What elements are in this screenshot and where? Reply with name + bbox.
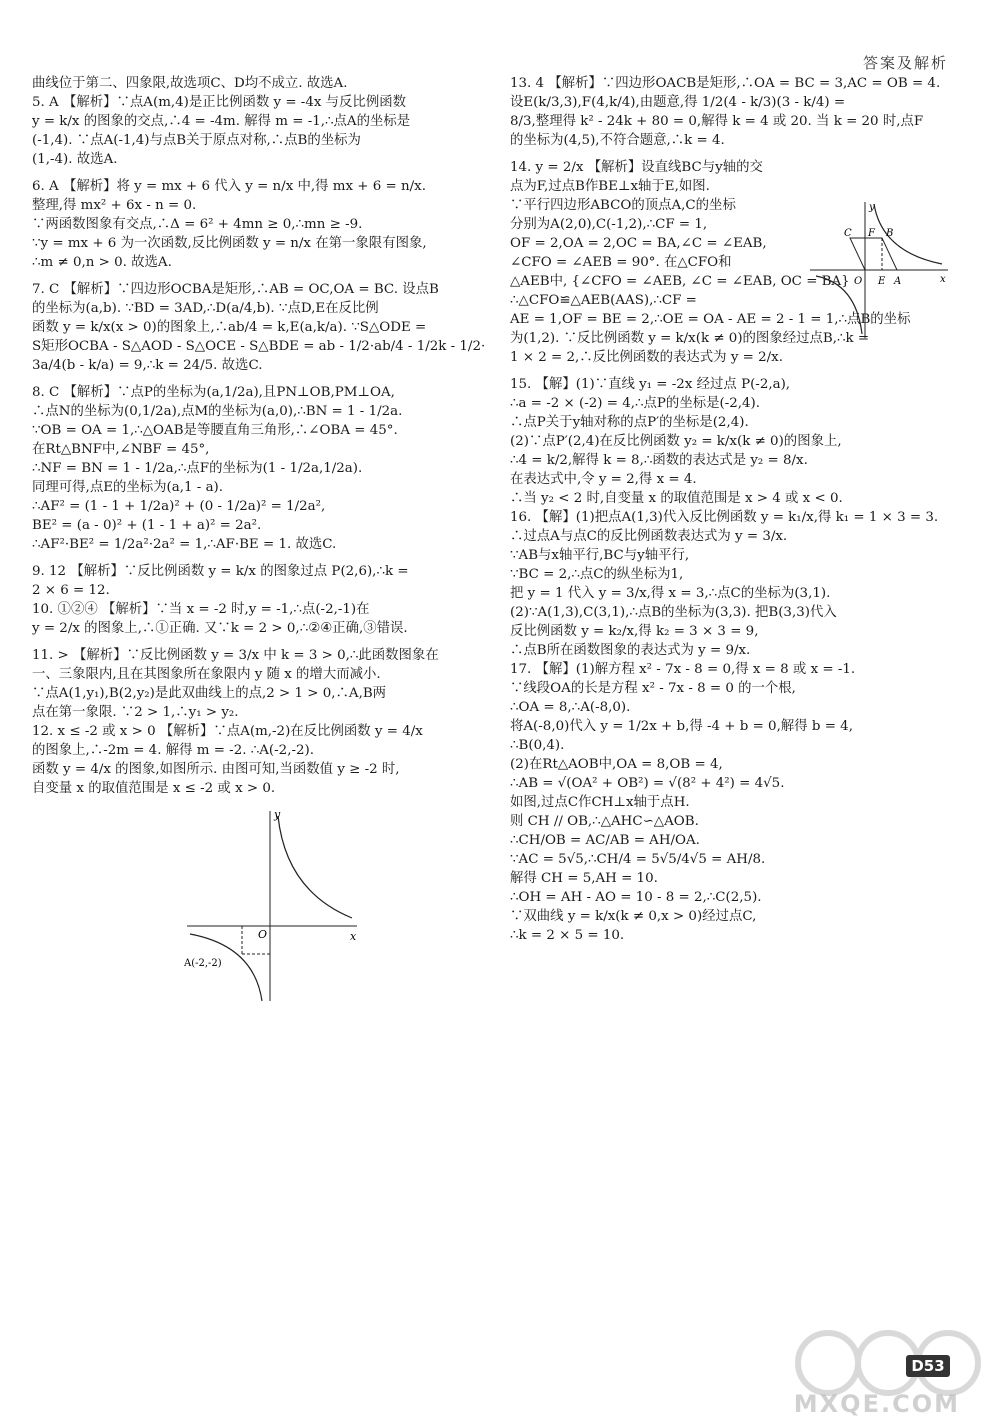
left-line: ∴点N的坐标为(0,1/2a),点M的坐标为(a,0),∴BN = 1 - 1/2a.: [32, 404, 403, 419]
right-line: 17. 【解】(1)解方程 x² - 7x - 8 = 0,得 x = 8 或 x = -1.: [510, 662, 856, 677]
label-b: B: [886, 228, 894, 239]
right-line: 把 y = 1 代入 y = 3/x,得 x = 3,∴点C的坐标为(3,1).: [510, 586, 831, 601]
left-line: ∴m ≠ 0,n > 0. 故选A.: [32, 255, 172, 270]
right-line: ∠CFO = ∠AEB = 90°. 在△CFO和: [510, 255, 732, 270]
right-line: ∴CH/OB = AC/AB = AH/OA.: [510, 833, 700, 848]
label-a: A: [894, 276, 902, 287]
left-column: [32, 74, 484, 1010]
q12-hyperbola-figure: [182, 806, 362, 1006]
left-line: [32, 554, 484, 562]
right-line: ∵AB与x轴平行,BC与y轴平行,: [510, 548, 690, 563]
q14-parallelogram-figure: [810, 200, 950, 340]
left-line: 11. > 【解析】∵反比例函数 y = 3/x 中 k = 3 > 0,∴此函数图象在: [32, 648, 439, 663]
left-line: 7. C 【解析】∵四边形OCBA是矩形,∴AB = OC,OA = BC. 设点B: [32, 282, 439, 297]
left-line: 3a/4(b - k/a) = 9,∴k = 24/5. 故选C.: [32, 358, 263, 373]
right-line: (2)∵A(1,3),C(3,1),∴点B的坐标为(3,3). 把B(3,3)代入: [510, 605, 837, 620]
left-line: BE² = (a - 0)² + (1 - 1 + a)² = 2a².: [32, 518, 262, 533]
y-axis-label: y: [274, 808, 281, 821]
right-line: 为(1,2). ∵反比例函数 y = k/x(k ≠ 0)的图象经过点B,∴k =: [510, 331, 870, 346]
left-line: 函数 y = 4/x 的图象,如图所示. 由图可知,当函数值 y ≥ -2 时,: [32, 762, 400, 777]
left-line: 自变量 x 的取值范围是 x ≤ -2 或 x > 0.: [32, 781, 276, 796]
origin-label: O: [258, 928, 268, 941]
right-line: ∴当 y₂ < 2 时,自变量 x 的取值范围是 x > 4 或 x < 0.: [510, 491, 843, 506]
right-line: ∵线段OA的长是方程 x² - 7x - 8 = 0 的一个根,: [510, 681, 796, 696]
left-line: [32, 169, 484, 177]
left-line: ∴AF² = (1 - 1 + 1/2a)² + (0 - 1/2a)² = 1/2a²,: [32, 499, 326, 514]
label-o: O: [854, 276, 863, 287]
x-axis-label: x: [350, 930, 357, 943]
left-line: ∵两函数图象有交点,∴Δ = 6² + 4mn ≥ 0,∴mn ≥ -9.: [32, 217, 363, 232]
right-line: 在表达式中,令 y = 2,得 x = 4.: [510, 472, 697, 487]
left-line: (1,-4). 故选A.: [32, 152, 118, 167]
left-line: 9. 12 【解析】∵反比例函数 y = k/x 的图象过点 P(2,6),∴k =: [32, 564, 409, 579]
left-line: 曲线位于第二、四象限,故选项C、D均不成立. 故选A.: [32, 76, 348, 91]
left-line: ∵y = mx + 6 为一次函数,反比例函数 y = n/x 在第一象限有图象,: [32, 236, 427, 251]
left-line: 10. ①②④ 【解析】∵当 x = -2 时,y = -1,∴点(-2,-1)在: [32, 602, 370, 617]
right-line: ∴OH = AH - AO = 10 - 8 = 2,∴C(2,5).: [510, 890, 762, 905]
label-e: E: [878, 276, 886, 287]
left-line: y = 2/x 的图象上,∴①正确. 又∵k = 2 > 0,∴②④正确,③错误.: [32, 621, 408, 636]
left-line: ∵点A(1,y₁),B(2,y₂)是此双曲线上的点,2 > 1 > 0,∴A,B两: [32, 686, 387, 701]
right-line: 设E(k/3,3),F(4,k/4),由题意,得 1/2(4 - k/3)(3 - k/4) =: [510, 95, 846, 110]
left-line: 函数 y = k/x(x > 0)的图象上,∴ab/4 = k,E(a,k/a). ∵S△ODE =: [32, 320, 427, 335]
parallelogram-abco: [850, 238, 897, 270]
right-line: 15. 【解】(1)∵直线 y₁ = -2x 经过点 P(-2,a),: [510, 377, 791, 392]
right-line: 将A(-8,0)代入 y = 1/2x + b,得 -4 + b = 0,解得 b = 4,: [510, 719, 853, 734]
right-line: 解得 CH = 5,AH = 10.: [510, 871, 658, 886]
y-axis-label: y: [869, 202, 875, 213]
hyperbola-branch-q1: [874, 204, 942, 264]
left-line: (-1,4). ∵点A(-1,4)与点B关于原点对称,∴点B的坐标为: [32, 133, 361, 148]
left-line: [32, 375, 484, 383]
left-line: 整理,得 mx² + 6x - n = 0.: [32, 198, 197, 213]
right-line: (2)在Rt△AOB中,OA = 8,OB = 4,: [510, 757, 723, 772]
left-line: ∴NF = BN = 1 - 1/2a,∴点F的坐标为(1 - 1/2a,1/2a).: [32, 461, 363, 476]
right-line: ∴B(0,4).: [510, 738, 565, 753]
right-line: ∴OA = 8,∴A(-8,0).: [510, 700, 631, 715]
watermark-url: MXQE.COM: [793, 1390, 960, 1418]
right-line: △AEB中, {∠CFO = ∠AEB, ∠C = ∠EAB, OC = BA}: [510, 274, 850, 289]
right-line: ∴4 = k/2,解得 k = 8,∴函数的表达式是 y₂ = 8/x.: [510, 453, 808, 468]
right-line: ∴点B所在函数图象的表达式为 y = 9/x.: [510, 643, 751, 658]
left-line: [32, 638, 484, 646]
header-title: 答案及解析: [862, 54, 948, 72]
right-line: 16. 【解】(1)把点A(1,3)代入反比例函数 y = k₁/x,得 k₁ = 1 × 3 = 3.: [510, 510, 939, 525]
right-line: (2)∵点P′(2,4)在反比例函数 y₂ = k/x(k ≠ 0)的图象上,: [510, 434, 842, 449]
page-number: D53: [906, 1355, 950, 1377]
right-line: [510, 367, 958, 375]
right-line: ∴a = -2 × (-2) = 4,∴点P的坐标是(-2,4).: [510, 396, 761, 411]
right-line: OF = 2,OA = 2,OC = BA,∠C = ∠EAB,: [510, 236, 767, 251]
right-line: 14. y = 2/x 【解析】设直线BC与y轴的交: [510, 160, 763, 175]
left-line: 的坐标为(a,b). ∵BD = 3AD,∴D(a/4,b). ∵点D,E在反比例: [32, 301, 379, 316]
right-line: AE = 1,OF = BE = 2,∴OE = OA - AE = 2 - 1 = 1,∴点B的坐标: [510, 312, 911, 327]
right-line: 如图,过点C作CH⊥x轴于点H.: [510, 795, 690, 810]
left-line: [32, 272, 484, 280]
right-line: 8/3,整理得 k² - 24k + 80 = 0,解得 k = 4 或 20. 当 k = 20 时,点F: [510, 114, 924, 129]
left-line: ∴AF²·BE² = 1/2a²·2a² = 1,∴AF·BE = 1. 故选C.: [32, 537, 337, 552]
label-f: F: [868, 228, 875, 239]
right-line: ∴点P关于y轴对称的点P′的坐标是(2,4).: [510, 415, 749, 430]
left-line: S矩形OCBA - S△AOD - S△OCE - S△BDE = ab - 1/2·ab/4 - 1/2k - 1/2·: [32, 339, 486, 354]
left-line: y = k/x 的图象的交点,∴4 = -4m. 解得 m = -1,∴点A的坐标是: [32, 114, 411, 129]
left-line: 6. A 【解析】将 y = mx + 6 代入 y = n/x 中,得 mx + 6 = n/x.: [32, 179, 426, 194]
left-line: 点在第一象限. ∵2 > 1,∴y₁ > y₂.: [32, 705, 239, 720]
left-line: 在Rt△BNF中,∠NBF = 45°,: [32, 442, 210, 457]
left-line: 12. x ≤ -2 或 x > 0 【解析】∵点A(m,-2)在反比例函数 y = 4/x: [32, 724, 423, 739]
right-line: 的坐标为(4,5),不符合题意,∴k = 4.: [510, 133, 725, 148]
left-line: ∵OB = OA = 1,∴△OAB是等腰直角三角形,∴∠OBA = 45°.: [32, 423, 398, 438]
right-column: [510, 74, 958, 945]
right-line: ∴△CFO≌△AEB(AAS),∴CF =: [510, 293, 697, 308]
right-line: ∵AC = 5√5,∴CH/4 = 5√5/4√5 = AH/8.: [510, 852, 766, 867]
left-line: 8. C 【解析】∵点P的坐标为(a,1/2a),且PN⊥OB,PM⊥OA,: [32, 385, 395, 400]
left-line: 的图象上,∴-2m = 4. 解得 m = -2. ∴A(-2,-2).: [32, 743, 314, 758]
left-line: 5. A 【解析】∵点A(m,4)是正比例函数 y = -4x 与反比例函数: [32, 95, 406, 110]
right-line: ∴AB = √(OA² + OB²) = √(8² + 4²) = 4√5.: [510, 776, 785, 791]
left-line: 同理可得,点E的坐标为(a,1 - a).: [32, 480, 224, 495]
right-line: 13. 4 【解析】∵四边形OACB是矩形,∴OA = BC = 3,AC = OB = 4.: [510, 76, 941, 91]
right-line: ∵平行四边形ABCO的顶点A,C的坐标: [510, 198, 736, 213]
left-column-lines: [32, 74, 484, 798]
label-c: C: [844, 228, 852, 239]
right-line: 分别为A(2,0),C(-1,2),∴CF = 1,: [510, 217, 708, 232]
right-line: ∴k = 2 × 5 = 10.: [510, 928, 625, 943]
right-line: 则 CH // OB,∴△AHC∽△AOB.: [510, 814, 699, 829]
point-a-label: A(-2,-2): [184, 958, 222, 969]
right-line: 1 × 2 = 2,∴反比例函数的表达式为 y = 2/x.: [510, 350, 783, 365]
x-axis-label: x: [940, 274, 946, 285]
left-line: 2 × 6 = 12.: [32, 583, 110, 598]
left-line: 一、三象限内,且在其图象所在象限内 y 随 x 的增大而减小.: [32, 667, 381, 682]
right-line: ∵BC = 2,∴点C的纵坐标为1,: [510, 567, 684, 582]
hyperbola-branch-q1: [278, 816, 352, 918]
right-line: [510, 150, 958, 158]
right-line: ∵双曲线 y = k/x(k ≠ 0,x > 0)经过点C,: [510, 909, 757, 924]
right-line: 反比例函数 y = k₂/x,得 k₂ = 3 × 3 = 9,: [510, 624, 759, 639]
right-line: 点为F,过点B作BE⊥x轴于E,如图.: [510, 179, 710, 194]
right-line: ∴过点A与点C的反比例函数表达式为 y = 3/x.: [510, 529, 788, 544]
